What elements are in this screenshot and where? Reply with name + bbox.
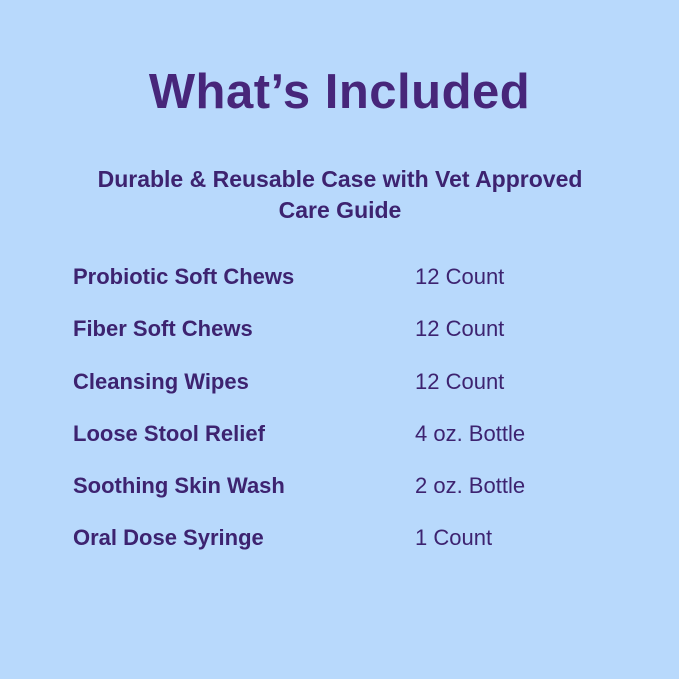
- item-name: Fiber Soft Chews: [73, 316, 253, 342]
- item-quantity: 2 oz. Bottle: [415, 473, 526, 499]
- item-quantity: 4 oz. Bottle: [415, 420, 526, 446]
- item-quantity: 12 Count: [415, 264, 505, 289]
- item-name: Oral Dose Syringe: [73, 525, 264, 551]
- included-items-list: [73, 261, 633, 575]
- item-quantity: 12 Count: [415, 368, 505, 394]
- item-quantity: 1 Count: [415, 525, 493, 551]
- list-item: [73, 366, 633, 418]
- list-item: [73, 418, 633, 470]
- case-description-line-2: Care Guide: [278, 197, 402, 223]
- list-item: [73, 522, 633, 574]
- list-item: [73, 313, 633, 365]
- item-name: Probiotic Soft Chews: [73, 264, 295, 289]
- case-description: [40, 164, 640, 226]
- item-name: Loose Stool Relief: [73, 420, 265, 446]
- list-item: [73, 261, 633, 313]
- item-name: Soothing Skin Wash: [73, 473, 285, 499]
- case-description-line-1: Durable & Reusable Case with Vet Approved: [97, 166, 583, 192]
- page-title: What’s Included: [148, 65, 531, 119]
- item-quantity: 12 Count: [415, 316, 505, 342]
- item-name: Cleansing Wipes: [73, 368, 249, 394]
- list-item: [73, 470, 633, 522]
